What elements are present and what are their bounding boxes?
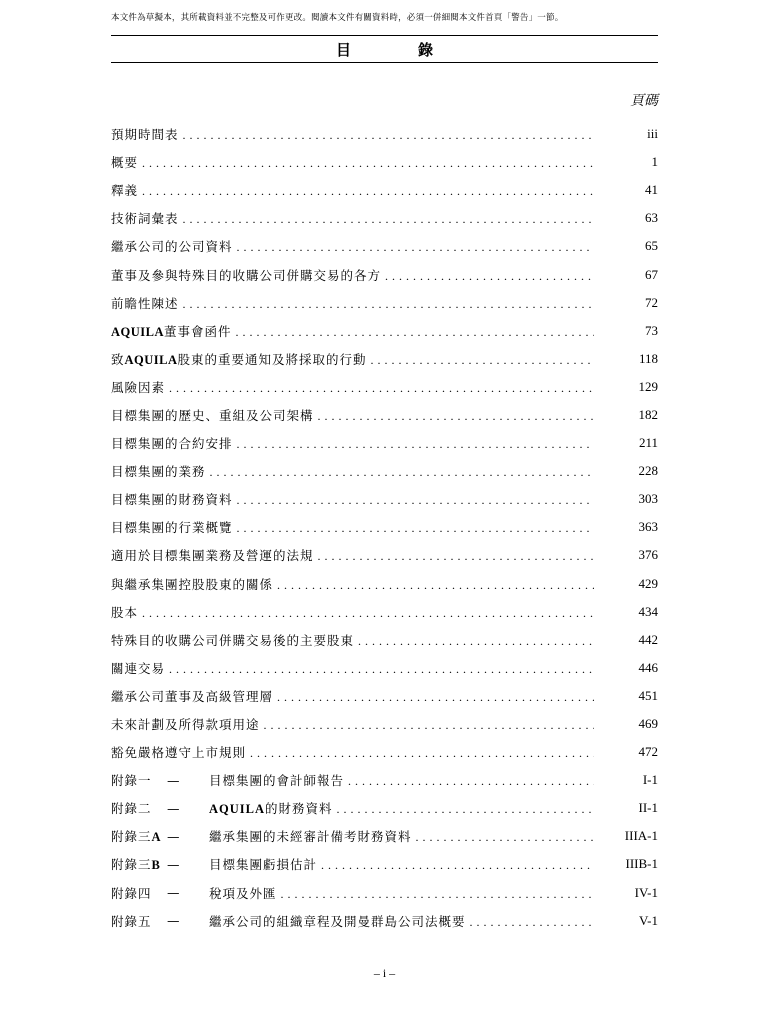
dot-leader — [281, 886, 594, 900]
appendix-dash: — — [167, 913, 180, 929]
appendix-dash: — — [167, 772, 180, 788]
dot-leader — [210, 464, 594, 478]
appendix-entry[interactable] — [111, 850, 658, 878]
appendix-entry[interactable] — [111, 879, 658, 907]
toc-entry-title: 前瞻性陳述 — [111, 295, 179, 311]
dot-leader — [142, 605, 594, 619]
toc-entry-page: 67 — [645, 266, 658, 282]
toc-entry[interactable] — [111, 457, 658, 485]
dot-leader — [237, 239, 594, 253]
toc-entry-title: 特殊目的收購公司併購交易後的主要股東 — [111, 632, 355, 648]
dot-leader — [183, 296, 594, 310]
dot-leader — [348, 773, 594, 787]
appendix-page: II-1 — [638, 800, 658, 816]
toc-entry-page: 72 — [645, 294, 658, 310]
toc-entry-page: 376 — [638, 547, 658, 563]
toc-entry[interactable] — [111, 710, 658, 738]
toc-entry-title: 目標集團的財務資料 — [111, 492, 233, 508]
toc-entry[interactable] — [111, 654, 658, 682]
toc-entry-page: 129 — [638, 378, 658, 394]
appendix-label: 附錄四 — [111, 885, 152, 901]
toc-entry-page: 446 — [638, 659, 658, 675]
toc-entry-page: 118 — [638, 350, 658, 366]
appendix-title: 目標集團虧損估計 — [209, 857, 318, 873]
toc-entry-title: 股本 — [111, 604, 139, 620]
dot-leader — [277, 689, 594, 703]
toc-entry[interactable] — [111, 260, 658, 288]
toc-entry-title: 技術詞彙表 — [111, 211, 179, 227]
appendix-label-suffix: B — [151, 858, 161, 873]
toc-entry-page: 228 — [638, 463, 658, 479]
toc-entry[interactable] — [111, 682, 658, 710]
toc-entry-page: 434 — [638, 603, 658, 619]
toc-entry[interactable] — [111, 626, 658, 654]
appendix-entry[interactable] — [111, 822, 658, 850]
dot-leader — [236, 324, 594, 338]
appendix-dash: — — [167, 828, 180, 844]
dot-leader — [416, 829, 594, 843]
toc-entry-title: 適用於目標集團業務及營運的法規 — [111, 548, 314, 564]
toc-entry-title: 關連交易 — [111, 660, 166, 676]
toc-entry-title-text: 股東的重要通知及將採取的行動 — [177, 351, 367, 367]
toc-entry-title: 概要 — [111, 155, 139, 171]
dot-leader — [237, 520, 594, 534]
toc-entry-title: 預期時間表 — [111, 127, 179, 143]
dot-leader — [142, 183, 594, 197]
company-name: AQUILA — [124, 352, 178, 367]
toc-entry-title: 目標集團的歷史、重組及公司架構 — [111, 407, 314, 423]
title-divider — [111, 62, 658, 63]
appendix-page: IIIB-1 — [625, 856, 658, 872]
toc-entry-title — [111, 322, 232, 340]
dot-leader — [385, 268, 594, 282]
toc-entry-page: 451 — [638, 687, 658, 703]
appendix-title: 稅項及外匯 — [209, 885, 277, 901]
appendix-dash: — — [167, 856, 180, 872]
appendix-label: 附錄一 — [111, 773, 152, 789]
page-column-label: 頁碼 — [630, 94, 658, 109]
appendix-label-text: 附錄三 — [111, 857, 152, 873]
dot-leader — [237, 436, 594, 450]
toc-entry[interactable] — [111, 570, 658, 598]
toc-entry[interactable] — [111, 176, 658, 204]
toc-entry-page: 1 — [651, 154, 658, 170]
appendix-title: 繼承公司的組織章程及開曼群島公司法概要 — [209, 913, 466, 929]
toc-entry-title: 釋義 — [111, 183, 139, 199]
toc-entry-title: 與繼承集團控股股東的關係 — [111, 576, 274, 592]
toc-entry-page: 303 — [638, 491, 658, 507]
toc-entry-page: 65 — [645, 238, 658, 254]
toc-entry-page: 363 — [638, 519, 658, 535]
toc-entry[interactable] — [111, 317, 658, 345]
appendix-label-suffix: A — [151, 830, 162, 845]
dot-leader — [183, 127, 594, 141]
toc-entry-page: 472 — [638, 744, 658, 760]
toc-entry-page: 73 — [645, 322, 658, 338]
toc-entry-page: 429 — [638, 575, 658, 591]
dot-leader — [318, 548, 594, 562]
toc-entry[interactable] — [111, 513, 658, 541]
appendix-title: 繼承集團的未經審計備考財務資料 — [209, 829, 412, 845]
page-title: 目 錄 — [335, 41, 459, 59]
toc-entry[interactable] — [111, 373, 658, 401]
page-number-footer: – i – — [373, 966, 396, 980]
toc-entry-title: 繼承公司董事及高級管理層 — [111, 688, 274, 704]
toc-entry[interactable] — [111, 289, 658, 317]
toc-entry-title: 目標集團的行業概覽 — [111, 520, 233, 536]
toc-entry[interactable] — [111, 738, 658, 766]
toc-entry-page: 442 — [638, 631, 658, 647]
dot-leader — [337, 801, 594, 815]
appendix-label — [111, 855, 167, 873]
toc-entry-page: 63 — [645, 210, 658, 226]
appendix-label: 附錄二 — [111, 801, 152, 817]
appendix-title-text: 的財務資料 — [265, 801, 333, 817]
toc-entry[interactable] — [111, 204, 658, 232]
dot-leader — [318, 408, 594, 422]
toc-entry[interactable] — [111, 541, 658, 569]
dot-leader — [237, 492, 594, 506]
toc-entry-title: 董事及參與特殊目的收購公司併購交易的各方 — [111, 267, 382, 283]
toc-entry-page: iii — [647, 126, 658, 142]
dot-leader — [169, 380, 594, 394]
toc-entry-title: 未來計劃及所得款項用途 — [111, 717, 260, 733]
company-name: AQUILA — [209, 802, 266, 817]
toc-entry-title: 豁免嚴格遵守上市規則 — [111, 745, 247, 761]
appendix-title: 目標集團的會計師報告 — [209, 773, 345, 789]
appendix-entry[interactable] — [111, 907, 658, 935]
toc-entry-title — [111, 350, 367, 368]
appendix-entry[interactable] — [111, 766, 658, 794]
appendix-page: I-1 — [642, 772, 658, 788]
appendix-entry[interactable] — [111, 794, 658, 822]
toc-entry-page: 211 — [638, 435, 658, 451]
toc-entry[interactable] — [111, 120, 658, 148]
appendix-page: IIIA-1 — [624, 828, 658, 844]
toc-entry-page: 41 — [645, 182, 658, 198]
company-name: AQUILA — [111, 324, 165, 339]
appendix-label: 附錄五 — [111, 913, 152, 929]
toc-entry[interactable] — [111, 345, 658, 373]
toc-entry-title: 目標集團的合約安排 — [111, 436, 233, 452]
appendix-label-text: 附錄三 — [111, 829, 152, 845]
toc-entry-page: 182 — [638, 406, 658, 422]
dot-leader — [277, 577, 594, 591]
dot-leader — [470, 914, 594, 928]
appendix-title — [209, 799, 333, 817]
toc-entry[interactable] — [111, 401, 658, 429]
appendix-page: IV-1 — [634, 884, 658, 900]
appendix-label — [111, 827, 167, 845]
toc-entry[interactable] — [111, 148, 658, 176]
toc-entry[interactable] — [111, 485, 658, 513]
appendix-page: V-1 — [638, 912, 658, 928]
dot-leader — [183, 211, 594, 225]
dot-leader — [321, 857, 594, 871]
dot-leader — [142, 155, 594, 169]
toc-entry[interactable] — [111, 429, 658, 457]
toc-entry-title-lead: 致 — [111, 351, 125, 367]
dot-leader — [250, 745, 594, 759]
dot-leader — [358, 633, 594, 647]
table-of-contents — [111, 120, 658, 935]
dot-leader — [169, 661, 594, 675]
dot-leader — [371, 352, 594, 366]
toc-entry-title: 風險因素 — [111, 379, 166, 395]
toc-entry-page: 469 — [638, 716, 658, 732]
draft-warning-note: 本文件為草擬本，其所載資料並不完整及可作更改。閱讀本文件有關資料時，必須一併細閱本文件首頁「警告」一節。 — [111, 13, 564, 23]
toc-entry[interactable] — [111, 232, 658, 260]
appendix-dash: — — [167, 885, 180, 901]
toc-entry[interactable] — [111, 598, 658, 626]
header-divider — [111, 35, 658, 36]
dot-leader — [264, 717, 594, 731]
toc-entry-title: 目標集團的業務 — [111, 464, 206, 480]
appendix-dash: — — [167, 800, 180, 816]
toc-entry-title-text: 董事會函件 — [164, 323, 232, 339]
toc-entry-title: 繼承公司的公司資料 — [111, 239, 233, 255]
